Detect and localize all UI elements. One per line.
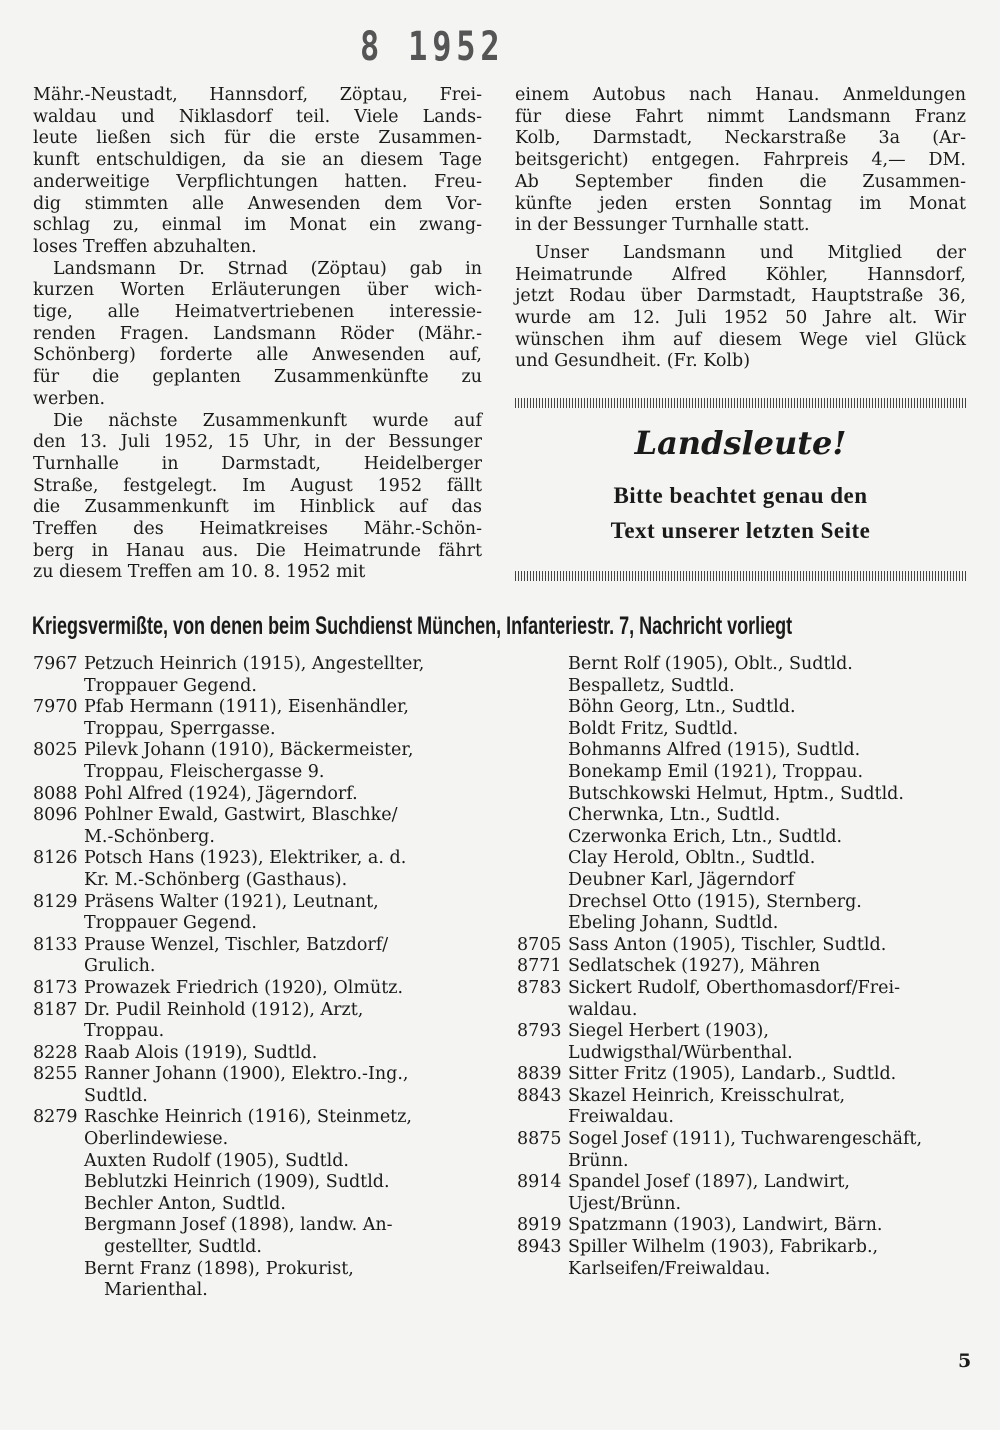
entry-number: 8279 — [33, 1107, 78, 1128]
entry-text: Prowazek Friedrich (1920), Olmütz. — [84, 977, 404, 998]
paragraph-line: schlag zu, einmal im Monat ein zwang- — [33, 215, 482, 236]
paragraph-line: kunft entschuldigen, da sie an diesem Tage — [33, 150, 482, 171]
paragraph-line: wurde am 12. Juli 1952 50 Jahre alt. Wir — [515, 308, 966, 329]
entry-text: Pilevk Johann (1910), Bäckermeister, — [84, 740, 414, 761]
list-entry — [568, 697, 968, 719]
entry-text: Raab Alois (1919), Sudtld. — [84, 1042, 318, 1063]
list-entry — [568, 870, 968, 892]
entry-text: Spiller Wilhelm (1903), Fabrikarb., — [568, 1237, 879, 1258]
entry-number: 8173 — [33, 977, 78, 998]
section-title: Kriegsvermißte, von denen beim Suchdienst München, Infanteriestr. 7, Nachricht vorliegt — [32, 612, 793, 640]
paragraph-line: Ab September finden die Zusammen- — [515, 171, 966, 192]
entry-text: Ujest/Brünn. — [568, 1193, 682, 1214]
list-entry — [517, 1172, 968, 1215]
list-entry — [84, 1215, 484, 1258]
decorative-rule-top — [515, 398, 966, 408]
list-entry — [568, 805, 968, 827]
entry-text: Bernt Rolf (1905), Oblt., Sudtld. — [568, 654, 853, 674]
entry-text: Marienthal. — [104, 1280, 208, 1301]
entry-number: 8025 — [33, 740, 78, 761]
list-entry — [568, 784, 968, 806]
paragraph-line: den 13. Juli 1952, 15 Uhr, in der Bessunger — [33, 432, 482, 453]
entry-text: Kr. M.-Schönberg (Gasthaus). — [84, 869, 348, 890]
entry-number: 8793 — [517, 1021, 562, 1042]
paragraph-line: beitsgericht) entgegen. Fahrpreis 4,— DM. — [515, 150, 966, 171]
paragraph-line: die Zusammenkunft im Hinblick auf das — [33, 497, 482, 518]
notice-line-1: Bitte beachtet genau den — [613, 483, 868, 508]
paragraph-line: anderweitige Verpflichtungen hatten. Freu- — [33, 171, 482, 192]
paragraph-line: werben. — [33, 388, 106, 409]
paragraph-line: loses Treffen abzuhalten. — [33, 236, 257, 257]
paragraph-line: und Gesundheit. (Fr. Kolb) — [515, 351, 751, 372]
list-entry — [568, 762, 968, 784]
entry-text: Cherwnka, Ltn., Sudtld. — [568, 805, 781, 826]
paragraph-line: dig stimmten alle Anwesenden dem Vor- — [33, 193, 482, 214]
entry-text: Pohl Alfred (1924), Jägerndorf. — [84, 783, 358, 804]
entry-text: Bonekamp Emil (1921), Troppau. — [568, 761, 864, 782]
paragraph-line: einem Autobus nach Hanau. Anmeldungen — [515, 85, 966, 105]
paragraph-line: renden Fragen. Landsmann Röder (Mähr.- — [33, 323, 482, 344]
list-entry — [33, 697, 484, 740]
list-entry — [517, 1215, 968, 1237]
list-entry — [84, 1172, 484, 1194]
entry-number: 8129 — [33, 891, 78, 912]
entry-number: 8914 — [517, 1172, 562, 1193]
entry-text: waldau. — [568, 999, 638, 1020]
entry-text: Troppau, Fleischergasse 9. — [84, 761, 325, 782]
list-entry — [33, 934, 484, 978]
paragraph-line: für diese Fahrt nimmt Landsmann Franz — [515, 106, 966, 127]
decorative-rule-bottom — [515, 571, 966, 581]
entry-text: Beblutzki Heinrich (1909), Sudtld. — [84, 1172, 390, 1193]
entry-text: Bohmanns Alfred (1915), Sudtld. — [568, 740, 861, 761]
entry-text: Sudtld. — [84, 1085, 148, 1106]
list-entry — [568, 740, 968, 762]
entry-number: 8943 — [517, 1237, 562, 1258]
entry-text: Petzuch Heinrich (1915), Angestellter, — [84, 654, 425, 674]
paragraph-line: für die geplanten Zusammenkünfte zu — [33, 367, 482, 388]
entry-text: Siegel Herbert (1903), — [568, 1021, 769, 1042]
entry-text: Raschke Heinrich (1916), Steinmetz, — [84, 1107, 412, 1128]
paragraph-line: Straße, festgelegt. Im August 1952 fällt — [33, 475, 482, 496]
entry-text: Sass Anton (1905), Tischler, Sudtld. — [568, 934, 887, 955]
entry-number: 7967 — [33, 654, 78, 674]
paragraph-line: berg in Hanau aus. Die Heimatrunde fährt — [33, 540, 482, 561]
page-header: 8 1952 — [360, 24, 505, 70]
article-left-column — [33, 85, 482, 584]
entry-text: Sedlatschek (1927), Mähren — [568, 956, 821, 977]
paragraph-line: Landsmann Dr. Strnad (Zöptau) gab in — [53, 258, 482, 279]
list-entry — [33, 654, 484, 697]
list-entry — [517, 1237, 968, 1280]
entry-text: Sitter Fritz (1905), Landarb., Sudtld. — [568, 1064, 897, 1085]
entry-text: Brünn. — [568, 1150, 629, 1171]
entry-number: 8228 — [33, 1042, 78, 1063]
notice-headline: Landsleute! — [634, 424, 847, 462]
list-entry — [568, 719, 968, 741]
list-entry — [33, 1064, 484, 1107]
entry-text: Sickert Rudolf, Oberthomasdorf/Frei- — [568, 977, 901, 998]
entry-number: 8875 — [517, 1129, 562, 1150]
entry-number: 8088 — [33, 783, 78, 804]
paragraph-line: waldau und Niklasdorf teil. Viele Lands- — [33, 106, 482, 127]
list-entry — [84, 1259, 484, 1302]
entry-text: Drechsel Otto (1915), Sternberg. — [568, 891, 862, 912]
list-entry — [568, 827, 968, 849]
entry-text: Bespalletz, Sudtld. — [568, 675, 735, 696]
missing-persons-list-left — [33, 654, 484, 1302]
paragraph-line: Kolb, Darmstadt, Neckarstraße 3a (Ar- — [515, 128, 966, 149]
entry-text: Spatzmann (1903), Landwirt, Bärn. — [568, 1215, 883, 1236]
entry-text: Karlseifen/Freiwaldau. — [568, 1258, 771, 1279]
missing-persons-list-right — [517, 654, 968, 1280]
entry-text: Bechler Anton, Sudtld. — [84, 1193, 286, 1214]
list-entry — [568, 676, 968, 698]
entry-text: Prause Wenzel, Tischler, Batzdorf/ — [84, 934, 389, 955]
list-entry — [517, 956, 968, 978]
entry-text: Ranner Johann (1900), Elektro.-Ing., — [84, 1064, 409, 1085]
entry-text: Clay Herold, Obltn., Sudtld. — [568, 848, 816, 869]
paragraph-line: kurzen Worten Erläuterungen über wich- — [33, 280, 482, 301]
entry-number: 8843 — [517, 1085, 562, 1106]
entry-number: 8096 — [33, 805, 78, 826]
list-entry — [568, 654, 968, 676]
entry-text: Oberlindewiese. — [84, 1129, 229, 1150]
entry-text: Sogel Josef (1911), Tuchwarengeschäft, — [568, 1129, 923, 1150]
paragraph-line: zu diesem Treffen am 10. 8. 1952 mit — [33, 562, 366, 583]
paragraph-line: Schönberg) forderte alle Anwesenden auf, — [33, 345, 482, 366]
list-entry — [84, 1151, 484, 1173]
entry-text: Troppau, Sperrgasse. — [84, 718, 276, 739]
entry-text: Butschkowski Helmut, Hptm., Sudtld. — [568, 783, 904, 804]
entry-number: 8783 — [517, 977, 562, 998]
paragraph-line: Turnhalle in Darmstadt, Heidelberger — [33, 453, 482, 474]
paragraph-line: Treffen des Heimatkreises Mähr.-Schön- — [33, 519, 482, 540]
entry-text: Ludwigsthal/Würbenthal. — [568, 1042, 793, 1063]
entry-number: 8919 — [517, 1215, 562, 1236]
entry-number: 8255 — [33, 1064, 78, 1085]
paragraph-line: Mähr.-Neustadt, Hannsdorf, Zöptau, Frei- — [33, 85, 482, 105]
entry-text: M.-Schönberg. — [84, 826, 215, 847]
entry-text: Böhn Georg, Ltn., Sudtld. — [568, 697, 796, 718]
entry-text: Grulich. — [84, 956, 156, 977]
entry-text: gestellter, Sudtld. — [104, 1237, 262, 1258]
list-entry — [33, 1107, 484, 1150]
entry-text: Spandel Josef (1897), Landwirt, — [568, 1172, 850, 1193]
paragraph-line: in der Bessunger Turnhalle statt. — [515, 215, 810, 236]
paragraph-line: Die nächste Zusammenkunft wurde auf — [53, 410, 482, 431]
list-entry — [33, 783, 484, 806]
entry-number: 7970 — [33, 697, 78, 718]
entry-text: Boldt Fritz, Sudtld. — [568, 718, 739, 739]
list-entry — [33, 740, 484, 783]
list-entry — [33, 1042, 484, 1065]
list-entry — [517, 1085, 968, 1129]
list-entry — [568, 892, 968, 914]
entry-text: Pohlner Ewald, Gastwirt, Blaschke/ — [84, 805, 398, 826]
page-number: 5 — [958, 1350, 972, 1372]
entry-text: Ebeling Johann, Sudtld. — [568, 913, 779, 934]
paragraph-line: jetzt Rodau über Darmstadt, Hauptstraße 36, — [515, 286, 966, 307]
entry-text: Bergmann Josef (1898), landw. An- — [84, 1215, 393, 1236]
list-entry — [517, 934, 968, 957]
article-right-column — [515, 85, 966, 373]
entry-number: 8771 — [517, 956, 562, 977]
paragraph-line: Unser Landsmann und Mitglied der — [535, 242, 966, 263]
entry-number: 8133 — [33, 934, 78, 955]
entry-text: Troppauer Gegend. — [84, 913, 257, 934]
entry-text: Auxten Rudolf (1905), Sudtld. — [84, 1150, 349, 1171]
list-entry — [568, 848, 968, 870]
entry-text: Deubner Karl, Jägerndorf — [568, 869, 795, 890]
list-entry — [33, 891, 484, 935]
entry-text: Troppauer Gegend. — [84, 675, 257, 696]
paragraph-line: tige, alle Heimatvertriebenen interessie- — [33, 302, 482, 323]
entry-number: 8187 — [33, 999, 78, 1020]
entry-number: 8705 — [517, 934, 562, 955]
entry-text: Bernt Franz (1898), Prokurist, — [84, 1258, 354, 1279]
entry-text: Dr. Pudil Reinhold (1912), Arzt, — [84, 999, 364, 1020]
list-entry — [517, 1064, 968, 1086]
entry-number: 8126 — [33, 848, 78, 869]
list-entry — [33, 999, 484, 1043]
paragraph-line: künfte jeden ersten Sonntag im Monat — [515, 193, 966, 214]
list-entry — [33, 848, 484, 891]
paragraph-line: wünschen ihm auf diesem Wege viel Glück — [515, 329, 966, 350]
entry-number: 8839 — [517, 1064, 562, 1085]
entry-text: Pfab Hermann (1911), Eisenhändler, — [84, 697, 409, 718]
entry-text: Skazel Heinrich, Kreisschulrat, — [568, 1085, 846, 1106]
notice-line-2: Text unserer letzten Seite — [610, 518, 871, 543]
list-entry — [517, 977, 968, 1021]
entry-text: Potsch Hans (1923), Elektriker, a. d. — [84, 848, 407, 869]
list-entry — [33, 977, 484, 1000]
list-entry — [568, 913, 968, 935]
list-entry — [84, 1194, 484, 1216]
entry-text: Czerwonka Erich, Ltn., Sudtld. — [568, 826, 843, 847]
paragraph-line: leute ließen sich für die erste Zusammen- — [33, 128, 482, 149]
list-entry — [517, 1021, 968, 1064]
list-entry — [517, 1129, 968, 1172]
paragraph-line: Heimatrunde Alfred Köhler, Hannsdorf, — [515, 264, 966, 285]
entry-text: Freiwaldau. — [568, 1107, 674, 1128]
entry-text: Troppau. — [84, 1021, 165, 1042]
entry-text: Präsens Walter (1921), Leutnant, — [84, 891, 379, 912]
list-entry — [33, 805, 484, 848]
